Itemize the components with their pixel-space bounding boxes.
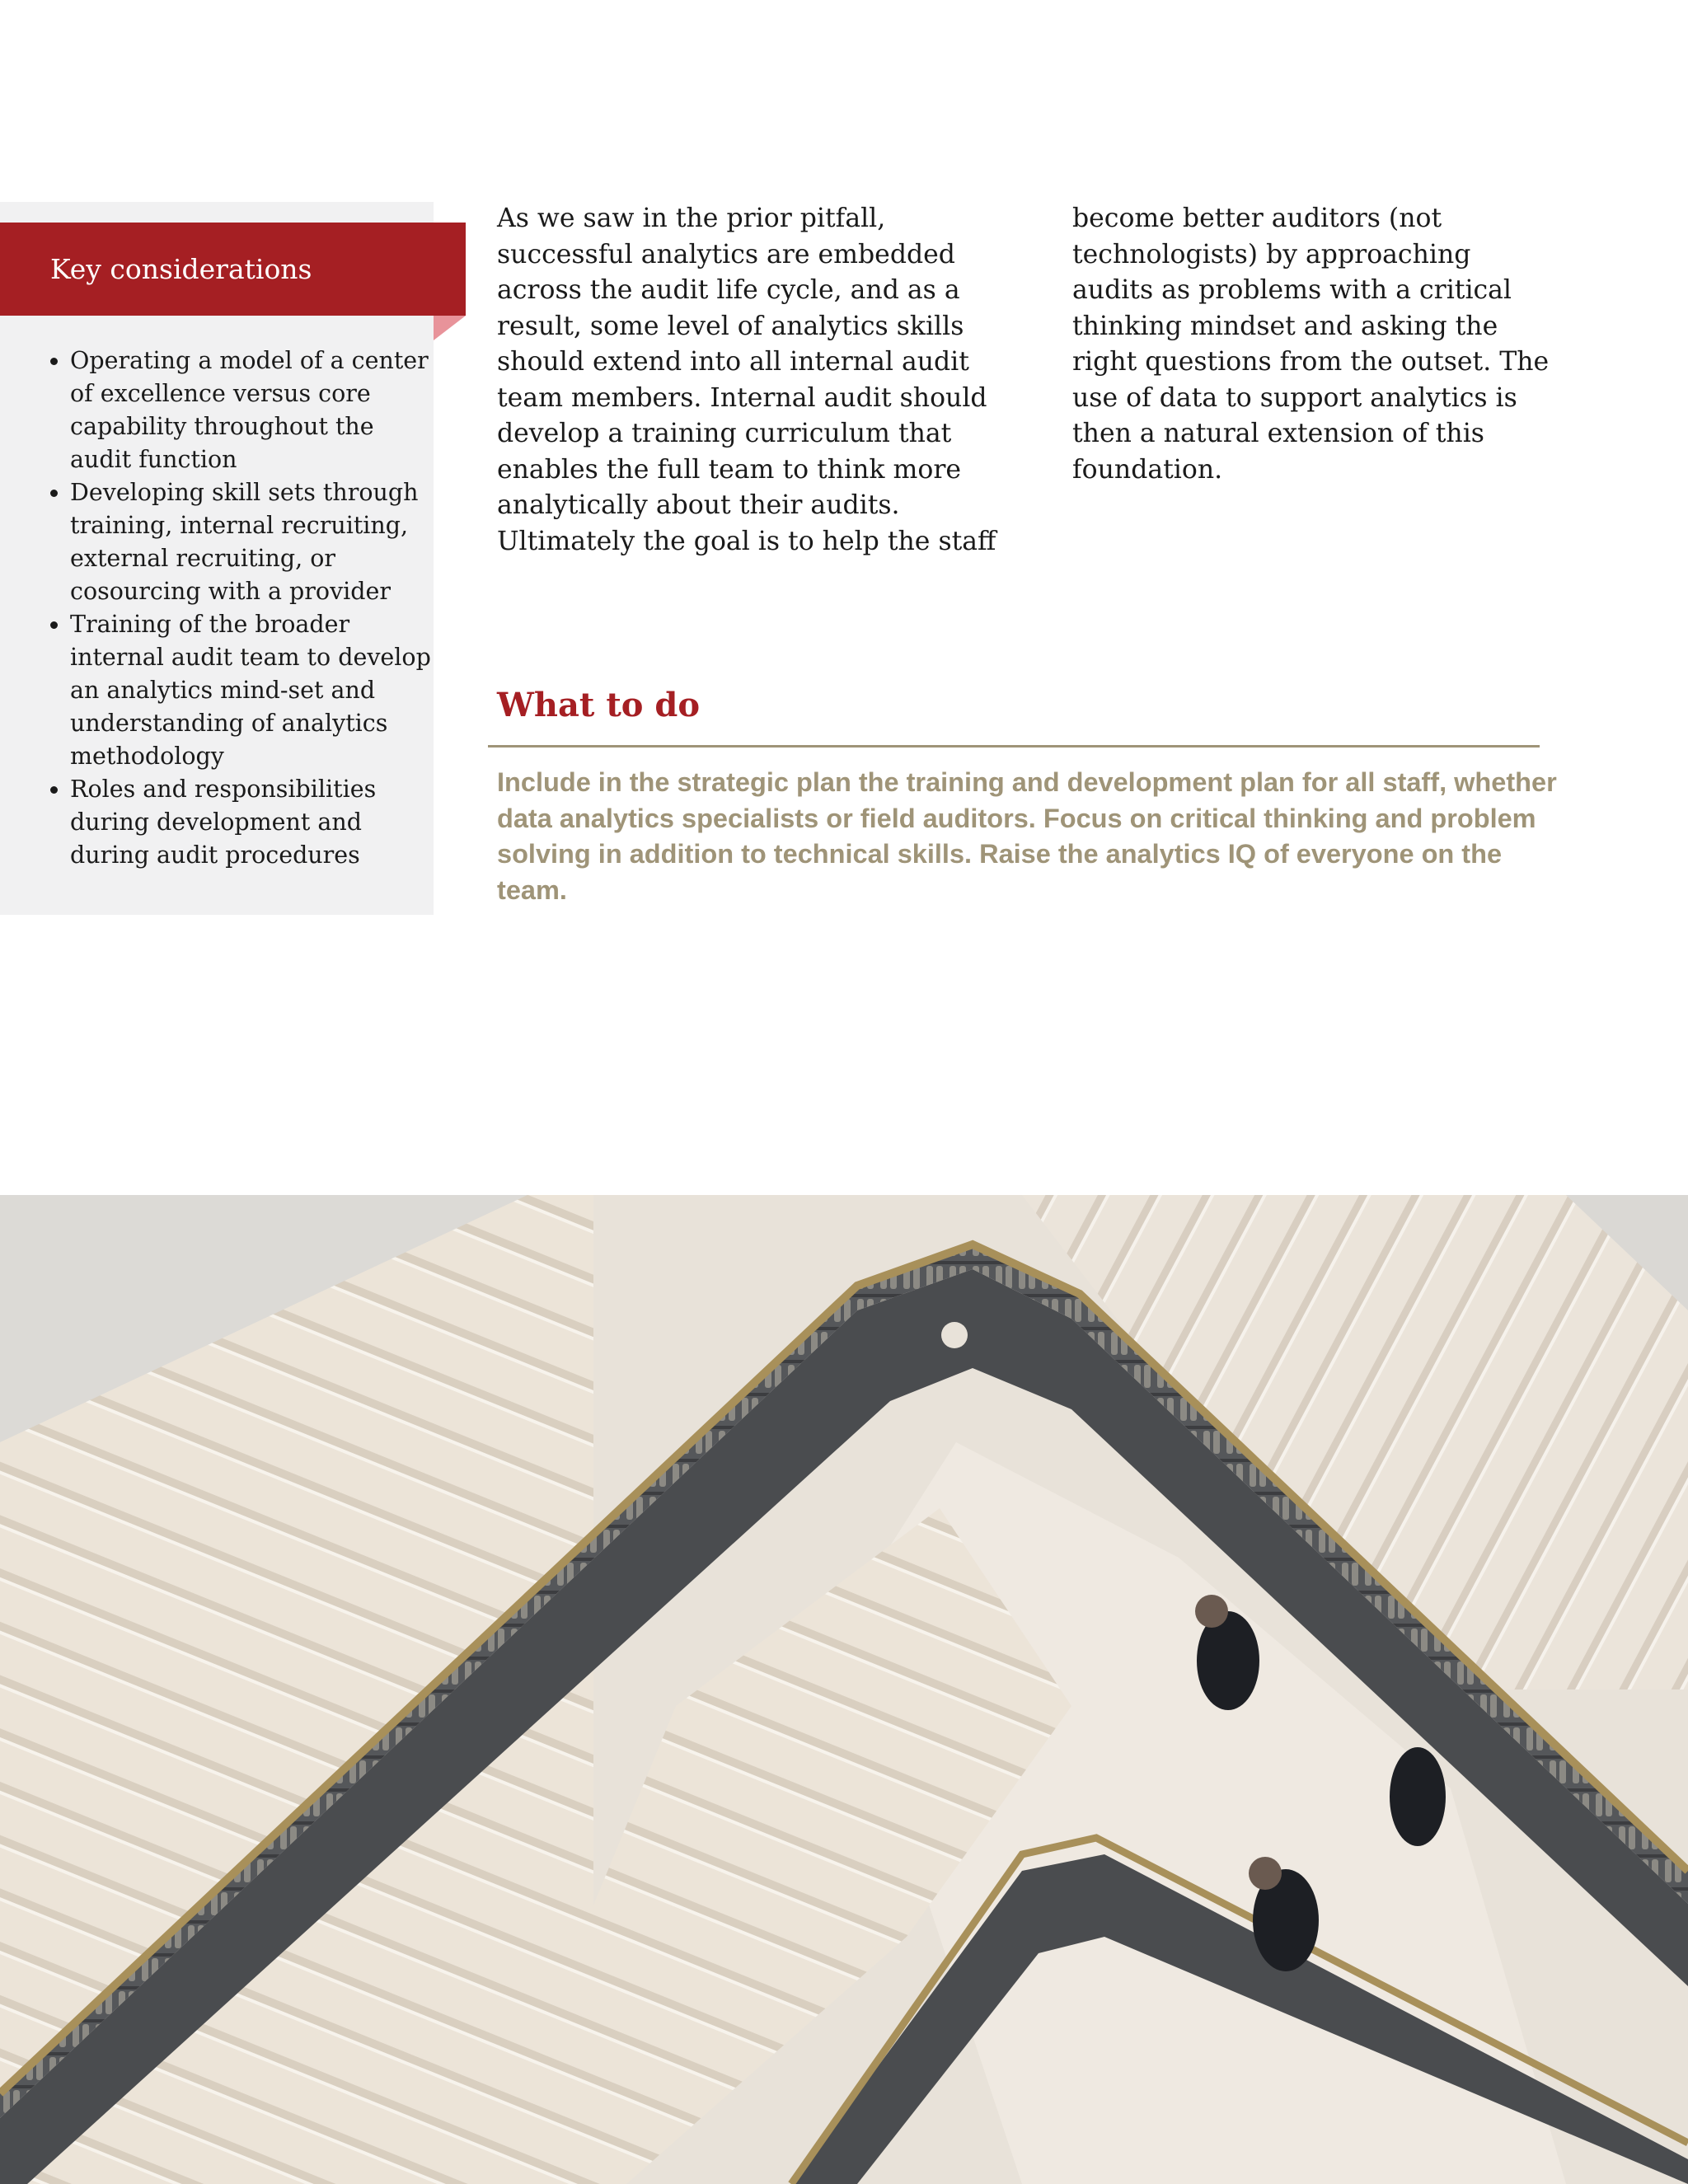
what-to-do-divider [488, 745, 1540, 748]
consideration-item: • Developing skill sets through training, internal recruiting, external recruiting, or cosourcing with a provider [70, 476, 441, 608]
consideration-item: • Training of the broader internal audit team to develop an analytics mind-set and understanding of analytics methodology [70, 608, 441, 773]
body-column-2: become better auditors (not technologists) by approaching audits as problems with a critical thinking mindset and asking the right questions from the outset. The use of data to support analytics is then a natural extension of this foundation. [1072, 204, 1550, 485]
header-fold-decoration [434, 316, 466, 340]
what-to-do-text: Include in the strategic plan the training and development plan for all staff, whether data analytics specialists or field auditors. Focus on critical thinking and problem solving in addition to technical skills. Raise the analytics IQ of everyone on the team. [497, 767, 1557, 905]
body-column-1: As we saw in the prior pitfall, successful analytics are embedded across the audit life cycle, and as a result, some level of analytics skills should extend into all internal audit team members. Internal audit should develop a training curriculum that enables the full team to think more analytically about their audits. Ultimately the goal is to help the staff [497, 204, 996, 556]
key-considerations-list [40, 344, 441, 872]
staircase-photo [0, 1195, 1688, 2184]
what-to-do-heading: What to do [497, 686, 701, 724]
key-considerations-title: Key considerations [50, 253, 312, 285]
consideration-item: • Operating a model of a center of excellence versus core capability throughout the audit function [70, 344, 441, 476]
key-considerations-header [0, 223, 466, 316]
consideration-item: • Roles and responsibilities during development and during audit procedures [70, 773, 441, 872]
